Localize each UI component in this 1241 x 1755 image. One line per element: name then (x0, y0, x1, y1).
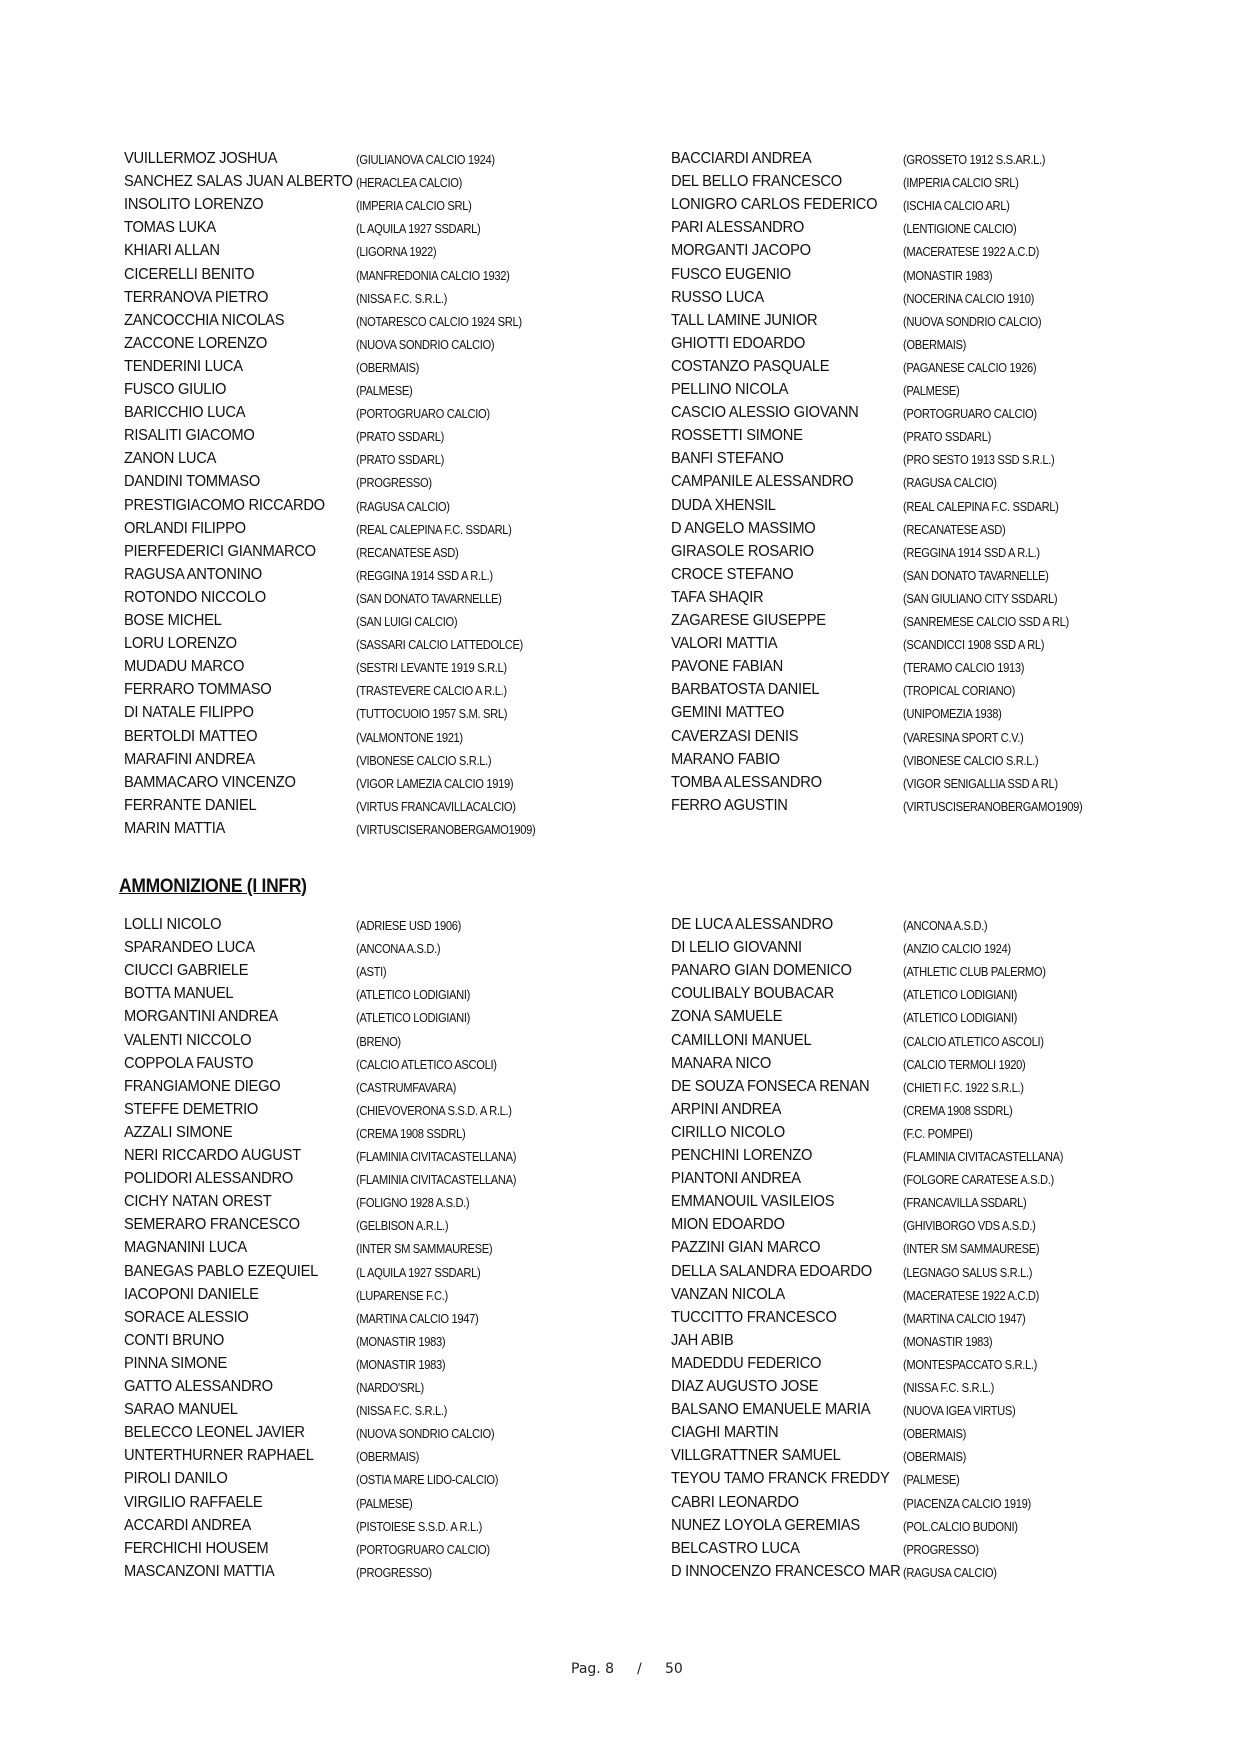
club-name: (ANZIO CALCIO 1924) (903, 941, 1011, 957)
club-name: (VIBONESE CALCIO S.R.L.) (356, 752, 492, 768)
club-name: (PRATO SSDARL) (356, 429, 444, 445)
list-row (0, 658, 1241, 681)
list-row (0, 774, 1241, 797)
list-row (0, 962, 1241, 985)
list-row (0, 985, 1241, 1008)
club-name: (REAL CALEPINA F.C. SSDARL) (903, 498, 1059, 514)
club-name: (GELBISON A.R.L.) (356, 1218, 449, 1234)
club-name: (PALMESE) (356, 383, 413, 398)
club-name: (MONASTIR 1983) (903, 1333, 993, 1349)
club-name: (MACERATESE 1922 A.C.D) (903, 244, 1040, 260)
club-name: (HERACLEA CALCIO) (356, 175, 462, 191)
club-name: (MARTINA CALCIO 1947) (356, 1310, 479, 1326)
club-name: (PORTOGRUARO CALCIO) (356, 1541, 490, 1557)
player-name: VILLGRATTNER SAMUEL (671, 1447, 841, 1465)
club-name: (ATLETICO LODIGIANI) (356, 987, 471, 1003)
player-name: CAVERZASI DENIS (671, 727, 799, 745)
player-name: ORLANDI FILIPPO (124, 519, 246, 537)
player-name: PINNA SIMONE (124, 1354, 228, 1372)
player-name: DUDA XHENSIL (671, 496, 776, 514)
player-name: BELCASTRO LUCA (671, 1539, 800, 1557)
player-name: MORGANTINI ANDREA (124, 1008, 278, 1026)
club-name: (NARDO'SRL) (356, 1380, 424, 1395)
club-name: (VALMONTONE 1921) (356, 729, 463, 745)
player-name: BAMMACARO VINCENZO (124, 773, 296, 791)
player-name: RAGUSA ANTONINO (124, 565, 262, 583)
club-name: (TUTTOCUOIO 1957 S.M. SRL) (356, 706, 508, 722)
club-name: (INTER SM SAMMAURESE) (356, 1241, 493, 1257)
club-name: (CREMA 1908 SSDRL) (356, 1125, 466, 1141)
club-name: (OBERMAIS) (903, 1449, 967, 1465)
club-name: (PRATO SSDARL) (903, 429, 991, 445)
player-name: PIANTONI ANDREA (671, 1170, 801, 1188)
list-row (0, 196, 1241, 219)
club-name: (SCANDICCI 1908 SSD A RL) (903, 637, 1045, 653)
player-name: JAH ABIB (671, 1331, 734, 1349)
player-name: DE SOUZA FONSECA RENAN (671, 1077, 870, 1095)
list-row (0, 1309, 1241, 1332)
player-name: COULIBALY BOUBACAR (671, 985, 835, 1003)
player-name: CROCE STEFANO (671, 565, 794, 583)
list-row (0, 473, 1241, 496)
page-total: 50 (665, 1661, 683, 1677)
player-name: DI LELIO GIOVANNI (671, 939, 802, 957)
player-name: TOMAS LUKA (124, 219, 216, 237)
player-name: PAZZINI GIAN MARCO (671, 1239, 821, 1257)
club-name: (GROSSETO 1912 S.S.AR.L.) (903, 152, 1046, 167)
list-row (0, 520, 1241, 543)
club-name: (GHIVIBORGO VDS A.S.D.) (903, 1218, 1036, 1234)
player-name: VIRGILIO RAFFAELE (124, 1493, 263, 1511)
player-name: MASCANZONI MATTIA (124, 1562, 275, 1580)
club-name: (PROGRESSO) (356, 1564, 432, 1580)
player-name: BALSANO EMANUELE MARIA (671, 1401, 871, 1419)
club-name: (NUOVA SONDRIO CALCIO) (903, 313, 1042, 329)
club-name: (VARESINA SPORT C.V.) (903, 729, 1024, 745)
list-row (0, 1055, 1241, 1078)
club-name: (OBERMAIS) (903, 1426, 967, 1442)
player-name: CICERELLI BENITO (124, 265, 255, 283)
player-name: FUSCO EUGENIO (671, 265, 791, 283)
club-name: (OBERMAIS) (356, 359, 420, 375)
club-name: (MANFREDONIA CALCIO 1932) (356, 267, 510, 283)
player-name: LONIGRO CARLOS FEDERICO (671, 196, 878, 214)
player-name: POLIDORI ALESSANDRO (124, 1170, 294, 1188)
list-row (0, 1216, 1241, 1239)
player-name: PAVONE FABIAN (671, 658, 784, 676)
player-name: AZZALI SIMONE (124, 1123, 233, 1141)
player-name: STEFFE DEMETRIO (124, 1100, 259, 1118)
player-name: CABRI LEONARDO (671, 1493, 799, 1511)
list-row (0, 589, 1241, 612)
player-name: PANARO GIAN DOMENICO (671, 962, 852, 980)
player-name: PELLINO NICOLA (671, 381, 789, 398)
player-name: ZACCONE LORENZO (124, 334, 268, 352)
page-number: Pag. 8 (571, 1661, 615, 1677)
player-name: CIRILLO NICOLO (671, 1123, 785, 1141)
player-name: UNTERTHURNER RAPHAEL (124, 1447, 314, 1465)
club-name: (MONASTIR 1983) (356, 1356, 446, 1372)
club-name: (VIGOR LAMEZIA CALCIO 1919) (356, 775, 514, 791)
club-name: (PALMESE) (903, 383, 960, 398)
list-row (0, 635, 1241, 658)
player-name: GIRASOLE ROSARIO (671, 542, 814, 560)
club-name: (OSTIA MARE LIDO-CALCIO) (356, 1472, 499, 1488)
club-name: (MACERATESE 1922 A.C.D) (903, 1287, 1040, 1303)
player-name: MANARA NICO (671, 1054, 772, 1072)
player-name: FUSCO GIULIO (124, 381, 227, 398)
club-name: (PROGRESSO) (356, 475, 432, 491)
player-name: DE LUCA ALESSANDRO (671, 916, 833, 933)
club-name: (LENTIGIONE CALCIO) (903, 221, 1017, 237)
list-row (0, 1470, 1241, 1493)
player-name: PIROLI DANILO (124, 1470, 228, 1488)
list-row (0, 1193, 1241, 1216)
player-name: COPPOLA FAUSTO (124, 1054, 254, 1072)
player-name: CONTI BRUNO (124, 1331, 225, 1349)
player-name: BANFI STEFANO (671, 450, 784, 468)
list-row (0, 939, 1241, 962)
club-name: (NISSA F.C. S.R.L.) (903, 1380, 995, 1395)
club-name: (ATLETICO LODIGIANI) (903, 987, 1018, 1003)
club-name: (TRASTEVERE CALCIO A R.L.) (356, 683, 507, 699)
list-row (0, 497, 1241, 520)
player-name: MARAFINI ANDREA (124, 750, 255, 768)
club-name: (FLAMINIA CIVITACASTELLANA) (903, 1149, 1064, 1164)
list-row (0, 381, 1241, 404)
club-name: (PALMESE) (356, 1495, 413, 1511)
club-name: (RECANATESE ASD) (903, 521, 1006, 537)
player-name: GATTO ALESSANDRO (124, 1378, 273, 1395)
list-row (0, 1101, 1241, 1124)
player-name: TEYOU TAMO FRANCK FREDDY (671, 1470, 890, 1488)
player-name: TAFA SHAQIR (671, 588, 764, 606)
list-row (0, 427, 1241, 450)
list-row (0, 1494, 1241, 1517)
club-name: (LEGNAGO SALUS S.R.L.) (903, 1264, 1033, 1280)
player-name: INSOLITO LORENZO (124, 196, 264, 214)
list-row (0, 450, 1241, 473)
list-row (0, 916, 1241, 939)
player-name: ZANON LUCA (124, 450, 217, 468)
club-name: (PAGANESE CALCIO 1926) (903, 359, 1037, 375)
list-row (0, 1124, 1241, 1147)
club-name: (PRATO SSDARL) (356, 452, 444, 468)
player-name: COSTANZO PASQUALE (671, 357, 830, 375)
club-name: (MARTINA CALCIO 1947) (903, 1310, 1026, 1326)
club-name: (SAN LUIGI CALCIO) (356, 614, 458, 629)
club-name: (NUOVA SONDRIO CALCIO) (356, 336, 495, 352)
club-name: (NUOVA IGEA VIRTUS) (903, 1403, 1016, 1419)
list-row (0, 728, 1241, 751)
list-row (0, 335, 1241, 358)
player-name: MUDADU MARCO (124, 658, 245, 676)
club-name: (CHIETI F.C. 1922 S.R.L.) (903, 1079, 1024, 1095)
club-name: (ATLETICO LODIGIANI) (356, 1010, 471, 1026)
club-name: (L AQUILA 1927 SSDARL) (356, 1264, 481, 1280)
club-name: (BRENO) (356, 1033, 401, 1049)
list-row (0, 612, 1241, 635)
player-name: RUSSO LUCA (671, 288, 764, 306)
player-name: VALENTI NICCOLO (124, 1031, 252, 1049)
player-name: ZONA SAMUELE (671, 1008, 783, 1026)
club-name: (ANCONA A.S.D.) (903, 918, 988, 933)
player-name: ZAGARESE GIUSEPPE (671, 612, 826, 629)
club-name: (PIACENZA CALCIO 1919) (903, 1495, 1031, 1511)
club-name: (ASTI) (356, 964, 387, 980)
club-name: (SAN GIULIANO CITY SSDARL) (903, 590, 1058, 606)
club-name: (FOLGORE CARATESE A.S.D.) (903, 1172, 1054, 1188)
list-row (0, 1032, 1241, 1055)
player-name: ARPINI ANDREA (671, 1100, 782, 1118)
player-name: MAGNANINI LUCA (124, 1239, 247, 1257)
club-name: (SESTRI LEVANTE 1919 S.R.L) (356, 660, 507, 676)
club-name: (NISSA F.C. S.R.L.) (356, 290, 448, 306)
player-name: ROTONDO NICCOLO (124, 588, 266, 606)
player-name: MION EDOARDO (671, 1216, 785, 1234)
club-name: (CREMA 1908 SSDRL) (903, 1102, 1013, 1118)
club-name: (SAN DONATO TAVARNELLE) (903, 567, 1049, 583)
club-name: (MONTESPACCATO S.R.L.) (903, 1356, 1038, 1372)
list-row (0, 358, 1241, 381)
club-name: (PALMESE) (903, 1472, 960, 1488)
player-name: EMMANOUIL VASILEIOS (671, 1193, 835, 1211)
player-name: LORU LORENZO (124, 635, 237, 653)
list-row (0, 150, 1241, 173)
list-row (0, 242, 1241, 265)
list-row (0, 404, 1241, 427)
player-name: VANZAN NICOLA (671, 1285, 785, 1303)
list-row (0, 1332, 1241, 1355)
club-name: (ADRIESE USD 1906) (356, 918, 462, 933)
club-name: (RAGUSA CALCIO) (903, 1564, 997, 1580)
player-name: MADEDDU FEDERICO (671, 1354, 822, 1372)
club-name: (ATLETICO LODIGIANI) (903, 1010, 1018, 1026)
list-row (0, 1540, 1241, 1563)
club-name: (PROGRESSO) (903, 1541, 979, 1557)
player-name: SPARANDEO LUCA (124, 939, 255, 957)
club-name: (VIGOR SENIGALLIA SSD A RL) (903, 775, 1058, 791)
player-name: PIERFEDERICI GIANMARCO (124, 542, 316, 560)
list-row (0, 543, 1241, 566)
list-row (0, 266, 1241, 289)
club-name: (ISCHIA CALCIO ARL) (903, 198, 1010, 214)
list-row (0, 1078, 1241, 1101)
player-name: BELECCO LEONEL JAVIER (124, 1424, 305, 1442)
club-name: (LIGORNA 1922) (356, 244, 437, 260)
club-name: (SASSARI CALCIO LATTEDOLCE) (356, 637, 523, 653)
list-row (0, 1147, 1241, 1170)
list-row (0, 1401, 1241, 1424)
player-name: RISALITI GIACOMO (124, 427, 255, 445)
club-name: (PORTOGRUARO CALCIO) (356, 406, 490, 422)
club-name: (RECANATESE ASD) (356, 544, 459, 560)
player-name: MARANO FABIO (671, 750, 780, 768)
player-name: BOSE MICHEL (124, 612, 222, 629)
list-row (0, 797, 1241, 820)
player-name: DIAZ AUGUSTO JOSE (671, 1378, 819, 1395)
player-name: PENCHINI LORENZO (671, 1147, 813, 1164)
club-name: (LUPARENSE F.C.) (356, 1287, 448, 1303)
list-row (0, 312, 1241, 335)
player-name: D INNOCENZO FRANCESCO MAR (671, 1562, 901, 1580)
club-name: (PORTOGRUARO CALCIO) (903, 406, 1037, 422)
player-name: SEMERARO FRANCESCO (124, 1216, 300, 1234)
player-name: PRESTIGIACOMO RICCARDO (124, 496, 325, 514)
player-name: CAMPANILE ALESSANDRO (671, 473, 854, 491)
club-name: (VIRTUSCISERANOBERGAMO1909) (356, 821, 536, 837)
player-name: FRANGIAMONE DIEGO (124, 1077, 281, 1095)
player-name: MARIN MATTIA (124, 819, 226, 837)
club-name: (ATHLETIC CLUB PALERMO) (903, 964, 1046, 980)
list-row (0, 1286, 1241, 1309)
player-name: DI NATALE FILIPPO (124, 704, 254, 722)
player-name: TOMBA ALESSANDRO (671, 773, 822, 791)
club-name: (TERAMO CALCIO 1913) (903, 660, 1025, 676)
player-name: CICHY NATAN OREST (124, 1193, 272, 1211)
player-name: FERRARO TOMMASO (124, 681, 272, 699)
player-name: ZANCOCCHIA NICOLAS (124, 311, 285, 329)
player-name: NUNEZ LOYOLA GEREMIAS (671, 1516, 860, 1534)
club-name: (RAGUSA CALCIO) (903, 475, 997, 491)
player-name: ROSSETTI SIMONE (671, 427, 803, 445)
club-name: (CALCIO ATLETICO ASCOLI) (903, 1033, 1044, 1049)
list-row (0, 704, 1241, 727)
player-name: IACOPONI DANIELE (124, 1285, 259, 1303)
player-name: VUILLERMOZ JOSHUA (124, 150, 278, 167)
club-name: (CALCIO ATLETICO ASCOLI) (356, 1056, 497, 1072)
club-name: (SAN DONATO TAVARNELLE) (356, 590, 502, 606)
club-name: (TROPICAL CORIANO) (903, 683, 1016, 699)
club-name: (POL.CALCIO BUDONI) (903, 1518, 1018, 1534)
player-name: TENDERINI LUCA (124, 357, 243, 375)
player-name: MORGANTI JACOPO (671, 242, 811, 260)
club-name: (IMPERIA CALCIO SRL) (903, 175, 1019, 191)
club-name: (PISTOIESE S.S.D. A R.L.) (356, 1518, 483, 1534)
player-name: KHIARI ALLAN (124, 242, 220, 260)
club-name: (NISSA F.C. S.R.L.) (356, 1403, 448, 1419)
club-name: (REGGINA 1914 SSD A R.L.) (903, 544, 1040, 560)
club-name: (CALCIO TERMOLI 1920) (903, 1056, 1026, 1072)
list-row (0, 1170, 1241, 1193)
club-name: (VIRTUS FRANCAVILLACALCIO) (356, 798, 516, 814)
player-name: VALORI MATTIA (671, 635, 778, 653)
player-name: LOLLI NICOLO (124, 916, 222, 933)
list-row (0, 681, 1241, 704)
list-row (0, 1263, 1241, 1286)
player-name: DANDINI TOMMASO (124, 473, 261, 491)
club-name: (VIRTUSCISERANOBERGAMO1909) (903, 798, 1083, 814)
list-row (0, 1008, 1241, 1031)
list-row (0, 1378, 1241, 1401)
player-name: DEL BELLO FRANCESCO (671, 173, 842, 191)
club-name: (SANREMESE CALCIO SSD A RL) (903, 614, 1069, 629)
club-name: (CASTRUMFAVARA) (356, 1079, 457, 1095)
player-name: GEMINI MATTEO (671, 704, 785, 722)
club-name: (NUOVA SONDRIO CALCIO) (356, 1426, 495, 1442)
player-name: FERRO AGUSTIN (671, 796, 788, 814)
list-row (0, 1517, 1241, 1540)
player-name: BARBATOSTA DANIEL (671, 681, 820, 699)
player-name: SARAO MANUEL (124, 1401, 238, 1419)
list-row (0, 751, 1241, 774)
club-name: (REGGINA 1914 SSD A R.L.) (356, 567, 493, 583)
player-name: FERCHICHI HOUSEM (124, 1539, 269, 1557)
player-name: CAMILLONI MANUEL (671, 1031, 812, 1049)
player-name: BERTOLDI MATTEO (124, 727, 258, 745)
club-name: (FOLIGNO 1928 A.S.D.) (356, 1195, 470, 1211)
club-name: (NOTARESCO CALCIO 1924 SRL) (356, 313, 522, 329)
club-name: (PRO SESTO 1913 SSD S.R.L.) (903, 452, 1055, 468)
player-name: CIAGHI MARTIN (671, 1424, 779, 1442)
page-footer (0, 1661, 1241, 1681)
player-name: FERRANTE DANIEL (124, 796, 257, 814)
player-name: BARICCHIO LUCA (124, 404, 246, 422)
club-name: (CHIEVOVERONA S.S.D. A R.L.) (356, 1102, 512, 1118)
list-row (0, 219, 1241, 242)
player-name: TALL LAMINE JUNIOR (671, 311, 818, 329)
player-name: GHIOTTI EDOARDO (671, 334, 806, 352)
club-name: (UNIPOMEZIA 1938) (903, 706, 1002, 722)
player-name: D ANGELO MASSIMO (671, 519, 816, 537)
club-name: (IMPERIA CALCIO SRL) (356, 198, 472, 214)
club-name: (MONASTIR 1983) (356, 1333, 446, 1349)
list-row (0, 1563, 1241, 1586)
club-name: (VIBONESE CALCIO S.R.L.) (903, 752, 1039, 768)
player-name: BOTTA MANUEL (124, 985, 234, 1003)
player-name: SORACE ALESSIO (124, 1308, 249, 1326)
club-name: (GIULIANOVA CALCIO 1924) (356, 152, 495, 167)
club-name: (MONASTIR 1983) (903, 267, 993, 283)
club-name: (ANCONA A.S.D.) (356, 941, 441, 957)
player-name: TUCCITTO FRANCESCO (671, 1308, 837, 1326)
page-separator: / (637, 1661, 642, 1677)
list-row (0, 289, 1241, 312)
club-name: (F.C. POMPEI) (903, 1125, 973, 1141)
club-name: (FLAMINIA CIVITACASTELLANA) (356, 1149, 517, 1164)
player-name: DELLA SALANDRA EDOARDO (671, 1262, 872, 1280)
club-name: (REAL CALEPINA F.C. SSDARL) (356, 521, 512, 537)
club-name: (INTER SM SAMMAURESE) (903, 1241, 1040, 1257)
club-name: (NOCERINA CALCIO 1910) (903, 290, 1034, 306)
club-name: (FRANCAVILLA SSDARL) (903, 1195, 1027, 1211)
club-name: (FLAMINIA CIVITACASTELLANA) (356, 1172, 517, 1188)
player-name: SANCHEZ SALAS JUAN ALBERTO (124, 173, 353, 191)
club-name: (RAGUSA CALCIO) (356, 498, 450, 514)
list-row (0, 566, 1241, 589)
list-row (0, 1424, 1241, 1447)
list-row (0, 820, 1241, 843)
player-name: CIUCCI GABRIELE (124, 962, 249, 980)
player-name: PARI ALESSANDRO (671, 219, 805, 237)
club-name: (L AQUILA 1927 SSDARL) (356, 221, 481, 237)
club-name: (OBERMAIS) (356, 1449, 420, 1465)
section-title: AMMONIZIONE (I INFR) (119, 876, 307, 897)
player-name: ACCARDI ANDREA (124, 1516, 252, 1534)
player-name: CASCIO ALESSIO GIOVANN (671, 404, 859, 422)
player-name: BACCIARDI ANDREA (671, 150, 812, 167)
player-name: NERI RICCARDO AUGUST (124, 1147, 301, 1164)
list-row (0, 1239, 1241, 1262)
club-name: (OBERMAIS) (903, 336, 967, 352)
list-row (0, 1447, 1241, 1470)
list-row (0, 173, 1241, 196)
list-row (0, 1355, 1241, 1378)
player-name: BANEGAS PABLO EZEQUIEL (124, 1262, 319, 1280)
player-name: TERRANOVA PIETRO (124, 288, 269, 306)
